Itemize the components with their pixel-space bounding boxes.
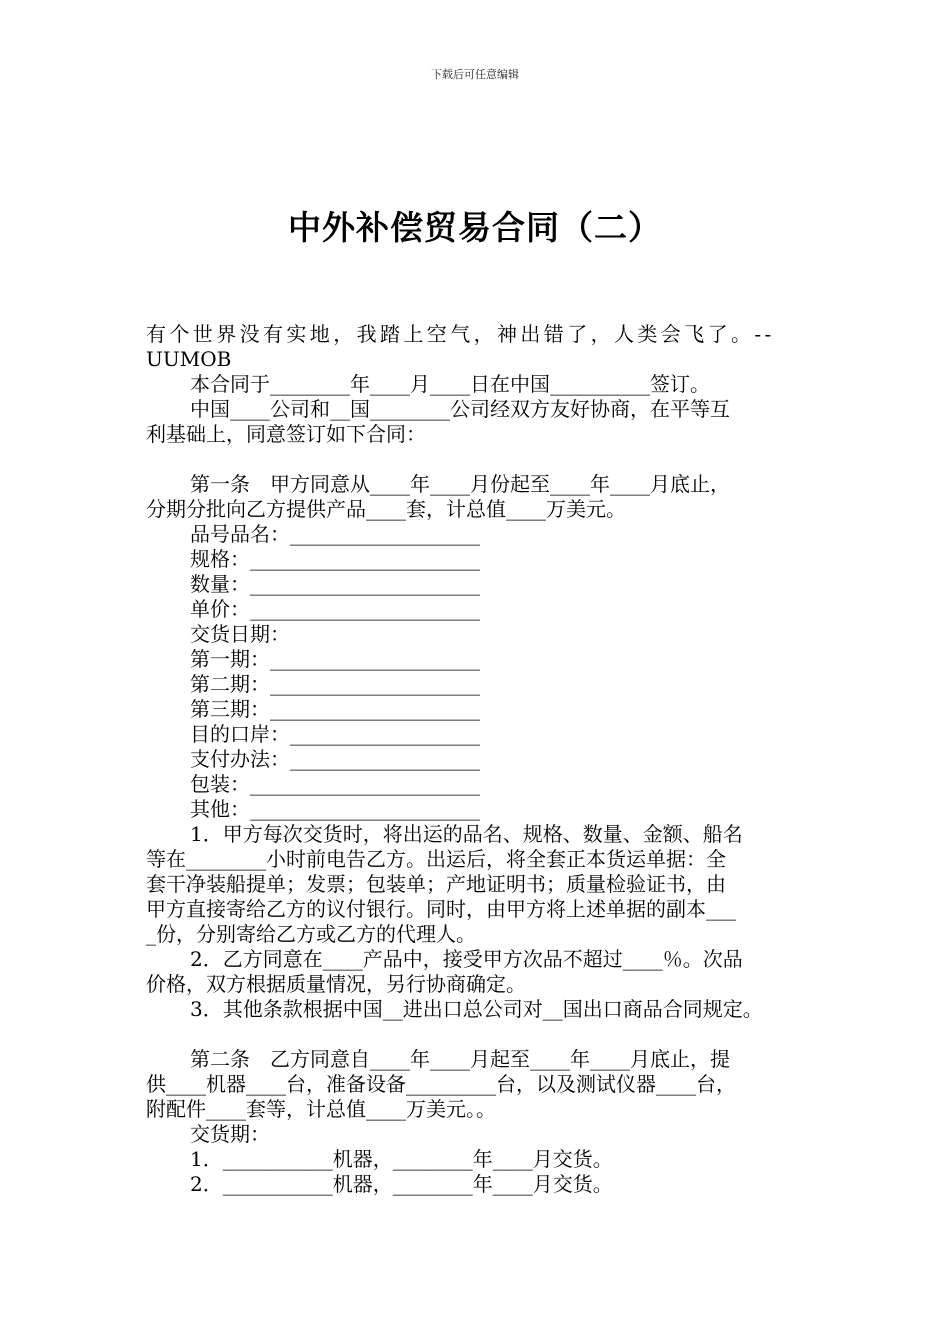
form-field: 第一期：_____________________: [190, 647, 480, 671]
article-1-heading: 第一条 甲方同意从____年____月份起至____年____月底止，: [190, 472, 730, 496]
form-field: 规格：_______________________: [190, 547, 480, 571]
clause: 甲方直接寄给乙方的议付银行。同时，由甲方将上述单据的副本___: [146, 897, 736, 921]
clause: 套干净装船提单；发票；包装单；产地证明书；质量检验证书，由: [146, 872, 726, 896]
paragraph: 交货期：: [190, 1122, 270, 1146]
form-field: 第三期：_____________________: [190, 697, 480, 721]
delivery-item: 1．___________机器，________年____月交货。: [190, 1147, 613, 1171]
clause: 价格，双方根据质量情况，另行协商确定。: [146, 972, 526, 996]
form-field: 品号品名：___________________: [190, 522, 480, 546]
paragraph: 供____机器____台，准备设备_________台，以及测试仪器____台，: [146, 1072, 736, 1096]
document-body: [146, 322, 810, 1197]
form-field: 第二期：_____________________: [190, 672, 480, 696]
page-header-note: 下载后可任意编辑: [431, 68, 519, 81]
clause: 1．甲方每次交货时，将出运的品名、规格、数量、金额、船名: [190, 822, 743, 846]
form-field: 其他：_______________________: [190, 797, 480, 821]
document-title: 中外补偿贸易合同（二）: [288, 208, 662, 247]
form-field: 目的口岸：___________________: [190, 722, 480, 746]
form-field: 单价：_______________________: [190, 597, 480, 621]
paragraph: 中国____公司和__国________公司经双方友好协商，在平等互: [190, 397, 730, 421]
clause: 等在________小时前电告乙方。出运后，将全套正本货运单据：全: [146, 847, 726, 871]
quote-line: 有个世界没有实地，我踏上空气，神出错了，人类会飞了。--: [146, 322, 775, 346]
form-field: 支付办法：___________________: [190, 747, 480, 771]
clause: 2．乙方同意在____产品中，接受甲方次品不超过____％。次品: [190, 947, 743, 971]
paragraph: 本合同于________年____月____日在中国__________签订。: [190, 372, 710, 396]
form-field: 交货日期：: [190, 622, 290, 646]
clause: 3．其他条款根据中国__进出口总公司对__国出口商品合同规定。: [190, 997, 763, 1021]
paragraph: 分期分批向乙方提供产品____套，计总值____万美元。: [146, 497, 626, 521]
paragraph: 利基础上，同意签订如下合同：: [146, 422, 426, 446]
form-field: 包装：_______________________: [190, 772, 480, 796]
form-field: 数量：_______________________: [190, 572, 480, 596]
clause: _份，分别寄给乙方或乙方的代理人。: [146, 922, 476, 946]
quote-line: UUMOB: [146, 347, 232, 371]
article-2-heading: 第二条 乙方同意自____年____月起至____年____月底止，提: [190, 1047, 730, 1071]
delivery-item: 2．___________机器，________年____月交货。: [190, 1172, 613, 1196]
paragraph: 附配件____套等，计总值____万美元。。: [146, 1097, 496, 1121]
